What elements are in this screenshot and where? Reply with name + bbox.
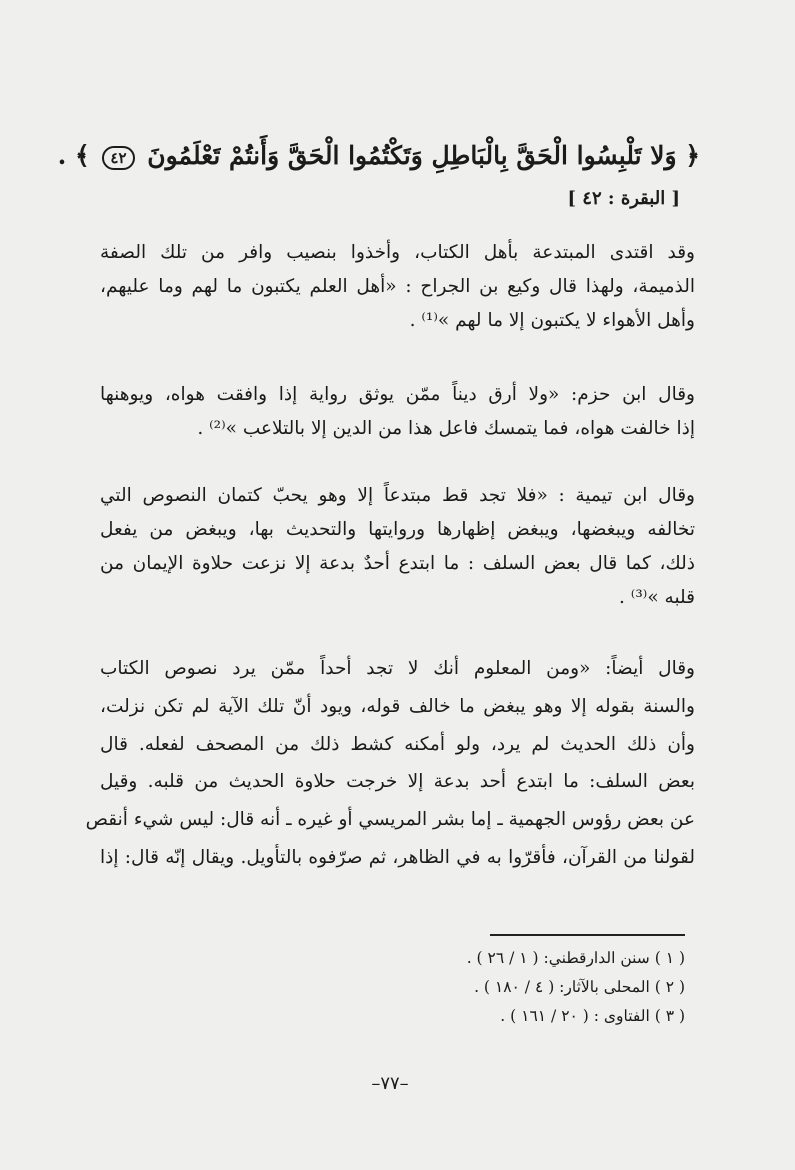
- footnote-1: ( ١ ) سنن الدارقطني: ( ١ / ٢٦ ) .: [466, 949, 685, 967]
- verse-reference: [ البقرة : ٤٢ ]: [567, 188, 680, 209]
- footnote-3: ( ٣ ) الفتاوى : ( ٢٠ / ١٦١ ) .: [500, 1007, 685, 1025]
- text-line: قلبه »⁽³⁾ .: [619, 587, 695, 608]
- paragraph-also-said: [85, 650, 695, 877]
- text-line: وقد اقتدى المبتدعة بأهل الكتاب، وأخذوا بنصيب وافر من تلك الصفة: [100, 242, 695, 263]
- text-line: وقال ابن تيمية : «فلا تجد قط مبتدعاً إلا وهو يحبّ كتمان النصوص التي: [100, 485, 695, 506]
- paragraph-waki: [100, 236, 695, 338]
- ayah-number-marker: ٤٢: [102, 146, 134, 170]
- footnotes: [380, 944, 685, 1031]
- page-number: –٧٧–: [371, 1073, 409, 1094]
- text-line: إذا خالفت هواه، فما يتمسك فاعل هذا من الدين إلا بالتلاعب »⁽²⁾ .: [197, 418, 695, 439]
- text-line: الذميمة، ولهذا قال وكيع بن الجراح : «أهل العلم يكتبون ما لهم وما عليهم،: [100, 276, 695, 297]
- text-line: ذلك، كما قال بعض السلف : ما ابتدع أحدٌ بدعة إلا نزعت حلاوة الإيمان من: [100, 553, 695, 574]
- text-line: وقال أيضاً: «ومن المعلوم أنك لا تجد أحداً ممّن يرد نصوص الكتاب: [100, 658, 695, 679]
- footnote-2: ( ٢ ) المحلى بالآثار: ( ٤ / ١٨٠ ) .: [474, 978, 685, 996]
- text-line: والسنة بقوله إلا وهو يبغض ما خالف قوله، ويود أنّ تلك الآية لم تكن نزلت،: [100, 695, 695, 717]
- text-line: تخالفه ويبغضها، ويبغض إظهارها وروايتها والتحديث بها، ويبغض من يفعل: [100, 519, 695, 540]
- text-line: بعض السلف: ما ابتدع أحد بدعة إلا خرجت حلاوة الحديث من قلبه. وقيل: [100, 771, 695, 793]
- text-line: وأن ذلك الحديث لم يرد، ولو أمكنه كشط ذلك من المصحف لفعله. قال: [100, 733, 695, 755]
- verse-open-bracket: ﴿: [685, 141, 700, 170]
- footnote-separator: [490, 934, 685, 936]
- verse-close-bracket: ﴾: [75, 141, 90, 170]
- text-line: وقال ابن حزم: «ولا أرق ديناً ممّن يوثق رواية إذا وافقت هواه، ويوهنها: [100, 384, 695, 405]
- text-line: وأهل الأهواء لا يكتبون إلا ما لهم »⁽¹⁾ .: [409, 310, 695, 331]
- verse-terminator: .: [57, 141, 67, 170]
- verse-text: وَلا تَلْبِسُوا الْحَقَّ بِالْبَاطِلِ وَتَكْتُمُوا الْحَقَّ وَأَنتُمْ تَعْلَمُونَ: [147, 141, 677, 170]
- quran-verse: [57, 134, 700, 178]
- text-line: عن بعض رؤوس الجهمية ـ إما بشر المريسي أو غيره ـ أنه قال: ليس شيء أنقص: [85, 809, 695, 831]
- paragraph-ibn-hazm: [100, 378, 695, 446]
- paragraph-ibn-taymiyya: [100, 479, 695, 615]
- text-line: لقولنا من القرآن، فأقرّوا به في الظاهر، ثم صرّفوه بالتأويل. ويقال إنّه قال: إذا: [100, 846, 695, 868]
